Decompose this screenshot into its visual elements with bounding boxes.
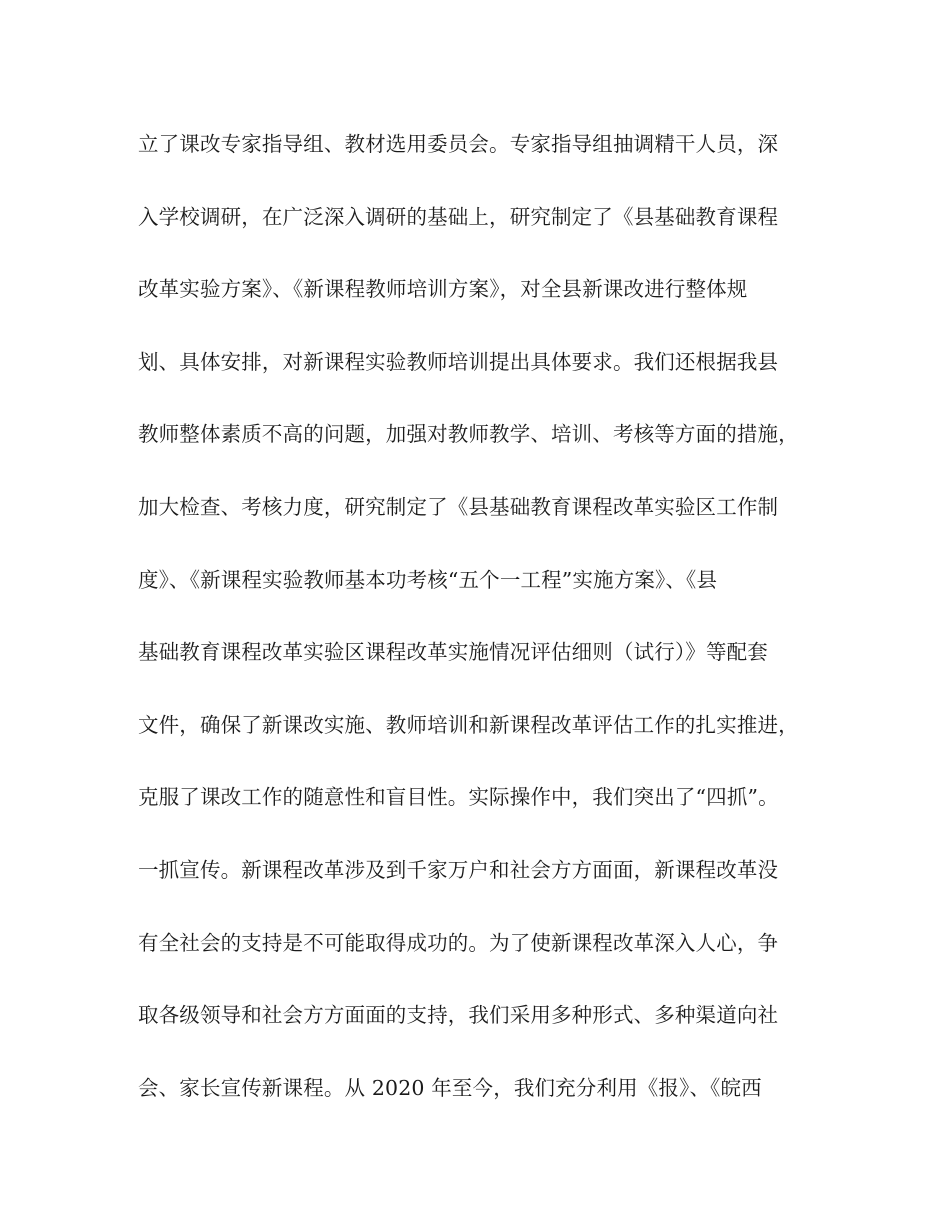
text-line: 入学校调研，在广泛深入调研的基础上，研究制定了《县基础教育课程 [138, 204, 779, 229]
text-line: 度》、《新课程实验教师基本功考核“五个一工程”实施方案》、《县 [138, 567, 718, 592]
text-line: 一抓宣传。新课程改革涉及到千家万户和社会方方面面，新课程改革没 [138, 857, 779, 882]
text-line: 有全社会的支持是不可能取得成功的。为了使新课程改革深入人心，争 [138, 930, 779, 955]
text-line: 立了课改专家指导组、教材选用委员会。专家指导组抽调精干人员，深 [138, 132, 779, 156]
body-text [138, 122, 838, 1138]
text-line: 克服了课改工作的随意性和盲目性。实际操作中，我们突出了“四抓”。 [138, 785, 779, 810]
text-line: 基础教育课程改革实验区课程改革实施情况评估细则（试行）》等配套 [138, 640, 768, 665]
text-line: 加大检查、考核力度，研究制定了《县基础教育课程改革实验区工作制 [138, 494, 779, 519]
text-line: 划、具体安排，对新课程实验教师培训提出具体要求。我们还根据我县 [138, 349, 779, 374]
text-line: 教师整体素质不高的问题，加强对教师教学、培训、考核等方面的措施， [138, 422, 799, 447]
text-line: 改革实验方案》、《新课程教师培训方案》，对全县新课改进行整体规 [138, 277, 748, 302]
text-line: 取各级领导和社会方方面面的支持，我们采用多种形式、多种渠道向社 [138, 1003, 779, 1028]
text-line: 会、家长宣传新课程。从 2020 年至今，我们充分利用《报》、《皖西 [138, 1075, 762, 1100]
text-line: 文件，确保了新课改实施、教师培训和新课程改革评估工作的扎实推进， [138, 712, 799, 737]
